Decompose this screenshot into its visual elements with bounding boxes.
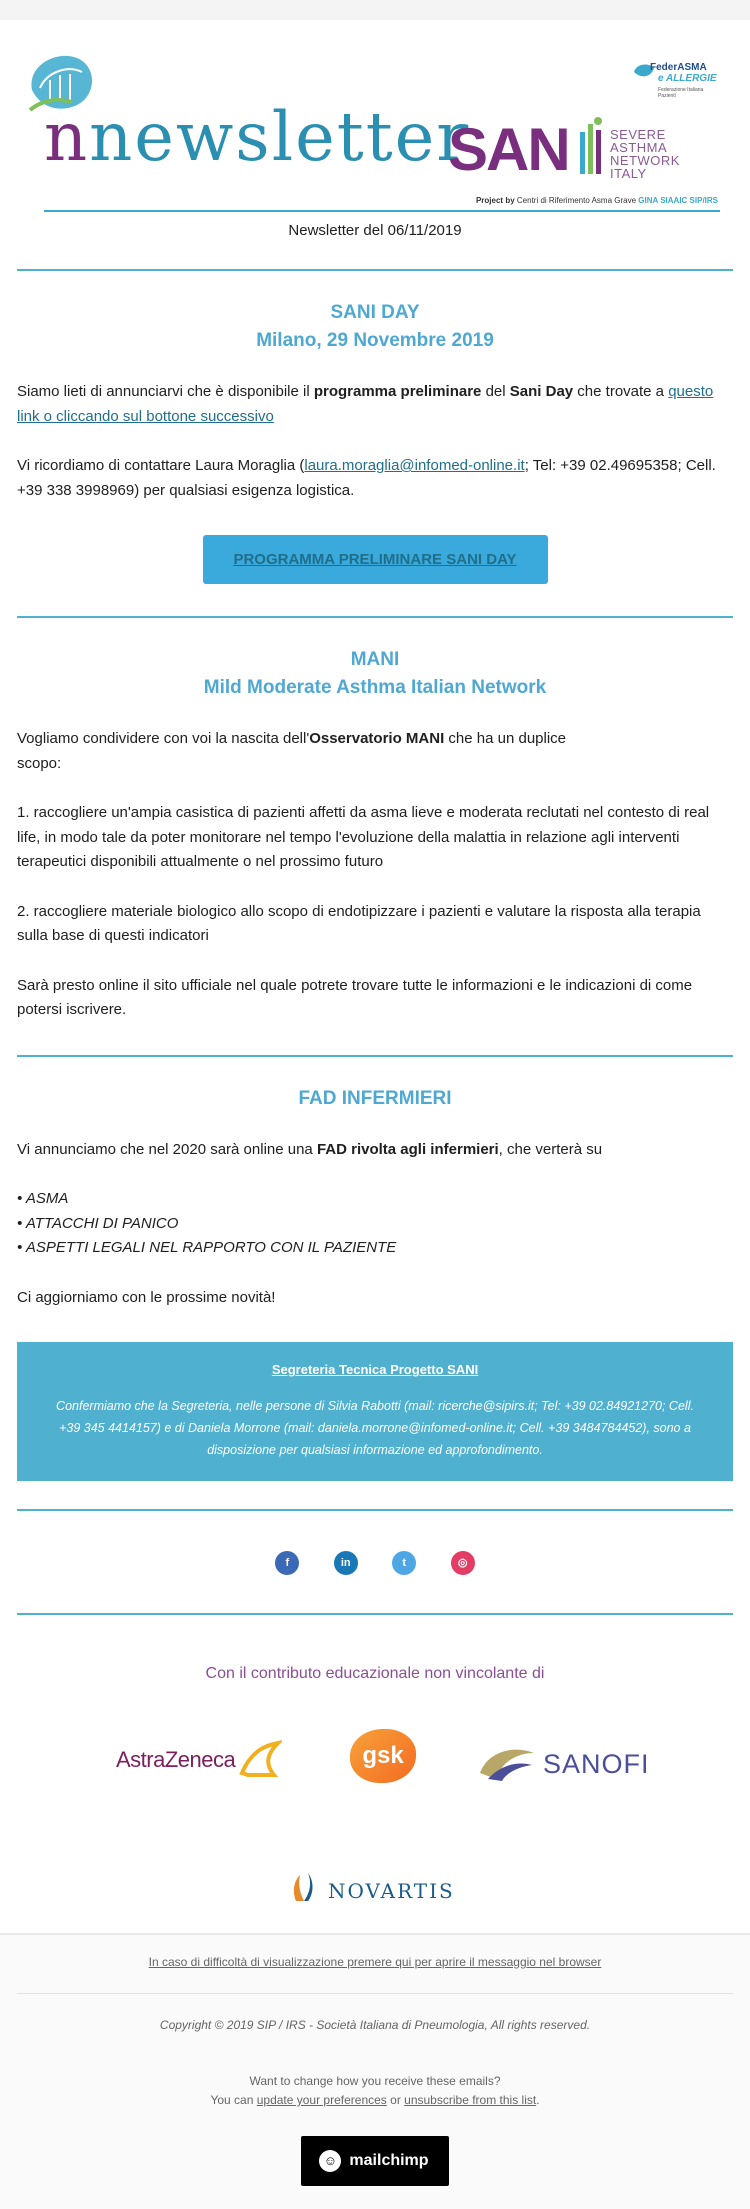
sani-day-title: SANI DAY bbox=[330, 302, 420, 323]
copyright-text: Copyright © 2019 SIP / IRS - Società Italiana di Pneumologia, All rights reserved. bbox=[159, 2018, 591, 2032]
footer bbox=[0, 1933, 750, 2209]
sponsor-title: Con il contributo educazionale non vincolante di bbox=[205, 1665, 545, 1682]
list-item: • ASMA bbox=[17, 1190, 69, 1207]
gsk-logo: gsk bbox=[350, 1729, 416, 1783]
project-by-line: Project by Centri di Riferimento Asma Grave GINA SIAAIC SIP/IRS bbox=[475, 196, 718, 205]
federasma-line1: FederASMA bbox=[650, 62, 707, 73]
preferences-text: Want to change how you receive these emails? You can update your preferences or unsubscribe from this list. bbox=[210, 2074, 540, 2107]
sanofi-logo: SANOFI bbox=[543, 1749, 650, 1779]
update-preferences-link[interactable]: update your preferences bbox=[256, 2093, 387, 2107]
linkedin-icon[interactable]: in bbox=[334, 1551, 358, 1575]
list-item: • ATTACCHI DI PANICO bbox=[17, 1214, 179, 1232]
federasma-logo bbox=[628, 60, 720, 100]
sani-day-section bbox=[0, 271, 750, 616]
segreteria-box bbox=[17, 1342, 733, 1481]
programma-preliminare-button[interactable]: PROGRAMMA PRELIMINARE SANI DAY bbox=[203, 535, 548, 584]
federasma-line2: e ALLERGIE bbox=[658, 73, 717, 84]
unsubscribe-link[interactable]: unsubscribe from this list bbox=[404, 2093, 537, 2107]
newsletter-banner bbox=[0, 20, 750, 205]
sanofi-bird-icon bbox=[478, 1743, 538, 1783]
segreteria-title-link[interactable]: Segreteria Tecnica Progetto SANI bbox=[271, 1362, 479, 1377]
list-item: • ASPETTI LEGALI NEL RAPPORTO CON IL PAZIENTE bbox=[17, 1239, 397, 1256]
view-in-browser-link[interactable]: In caso di difficoltà di visualizzazione premere qui per aprire il messaggio nel browser bbox=[148, 1955, 602, 1969]
astrazeneca-logo: AstraZeneca bbox=[116, 1747, 236, 1772]
mani-title: MANI bbox=[350, 649, 400, 670]
banner-baseline bbox=[44, 210, 720, 212]
mani-paragraph-2: 1. raccogliere un'ampia casistica di pazienti affetti da asma lieve e moderata reclutati nel contesto di real life, in modo tale da poter monitorare nel tempo l'evoluzione della malattia in relazione agli interventi terapeutici disponibili attualmente o nel prossimo futuro bbox=[17, 804, 710, 870]
mailchimp-badge[interactable]: ☺ mailchimp bbox=[301, 2136, 448, 2186]
mani-paragraph-1: Vogliamo condividere con voi la nascita dell'Osservatorio MANI che ha un duplice scopo: bbox=[17, 730, 567, 772]
sani-day-subtitle: Milano, 29 Novembre 2019 bbox=[256, 330, 494, 351]
mani-paragraph-3: 2. raccogliere materiale biologico allo scopo di endotipizzare i pazienti e valutare la risposta alla terapia sulla base di questi indicatori bbox=[17, 902, 701, 944]
sponsor-logos bbox=[0, 1683, 750, 1933]
fad-section bbox=[0, 1057, 750, 1343]
instagram-icon[interactable]: ◎ bbox=[451, 1551, 475, 1575]
mani-subtitle: Mild Moderate Asthma Italian Network bbox=[203, 677, 547, 698]
twitter-icon[interactable]: t bbox=[392, 1551, 416, 1575]
laura-email-link[interactable]: laura.moraglia@infomed-online.it bbox=[304, 457, 525, 474]
facebook-icon[interactable]: f bbox=[275, 1551, 299, 1575]
severe-asthma-network-text: SEVERE ASTHMA NETWORK ITALY bbox=[610, 127, 680, 181]
segreteria-body: Confermiamo che la Segreteria, nelle persone di Silvia Rabotti (mail: ricerche@sipirs.it; Tel: +39 02.84921270; Cell. +39 345 4414157) e di Daniela Morrone (mail: daniela.morrone@infomed-online.it; Cell. +39 3484784452), sono a disposizione per qualsiasi informazione ed approfondimento. bbox=[56, 1399, 694, 1457]
fad-paragraph-2: Ci aggiorniamo con le prossime novità! bbox=[17, 1288, 276, 1306]
mailchimp-icon: ☺ bbox=[319, 2150, 341, 2172]
newsletter-wordmark: nnewsletter bbox=[44, 98, 471, 176]
novartis-logo: NOVARTIS bbox=[328, 1879, 455, 1903]
astrazeneca-swirl-icon bbox=[238, 1739, 282, 1779]
sani-day-paragraph-1: Siamo lieti di annunciarvi che è disponibile il programma preliminare del Sani Day che trovate a questo link o cliccando sul bottone successivo bbox=[17, 383, 714, 425]
email-container bbox=[0, 20, 750, 2209]
mani-section bbox=[0, 618, 750, 1055]
sani-bars-icon bbox=[580, 116, 602, 174]
newsletter-date: Newsletter del 06/11/2019 bbox=[288, 222, 462, 239]
fad-paragraph-1: Vi annunciamo che nel 2020 sarà online una FAD rivolta agli infermieri, che verterà su bbox=[17, 1140, 603, 1158]
social-links bbox=[0, 1511, 750, 1613]
mani-paragraph-4: Sarà presto online il sito ufficiale nel quale potrete trovare tutte le informazioni e le indicazioni di come potersi iscrivere. bbox=[17, 976, 693, 1018]
footer-divider bbox=[17, 1993, 733, 1994]
sani-wordmark: SAN bbox=[448, 116, 569, 183]
programma-link[interactable]: questo link o cliccando sul bottone successivo bbox=[17, 383, 714, 425]
federasma-line3: Federazione Italiana Pazienti bbox=[658, 87, 704, 99]
novartis-flame-icon bbox=[290, 1871, 316, 1903]
sani-day-paragraph-2: Vi ricordiamo di contattare Laura Moraglia (laura.moraglia@infomed-online.it; Tel: +39 02.49695358; Cell. +39 338 3998969) per qualsiasi esigenza logistica. bbox=[17, 457, 716, 499]
top-strip bbox=[0, 0, 750, 20]
fad-topic-list bbox=[17, 1187, 733, 1261]
fad-title: FAD INFERMIERI bbox=[298, 1087, 452, 1109]
